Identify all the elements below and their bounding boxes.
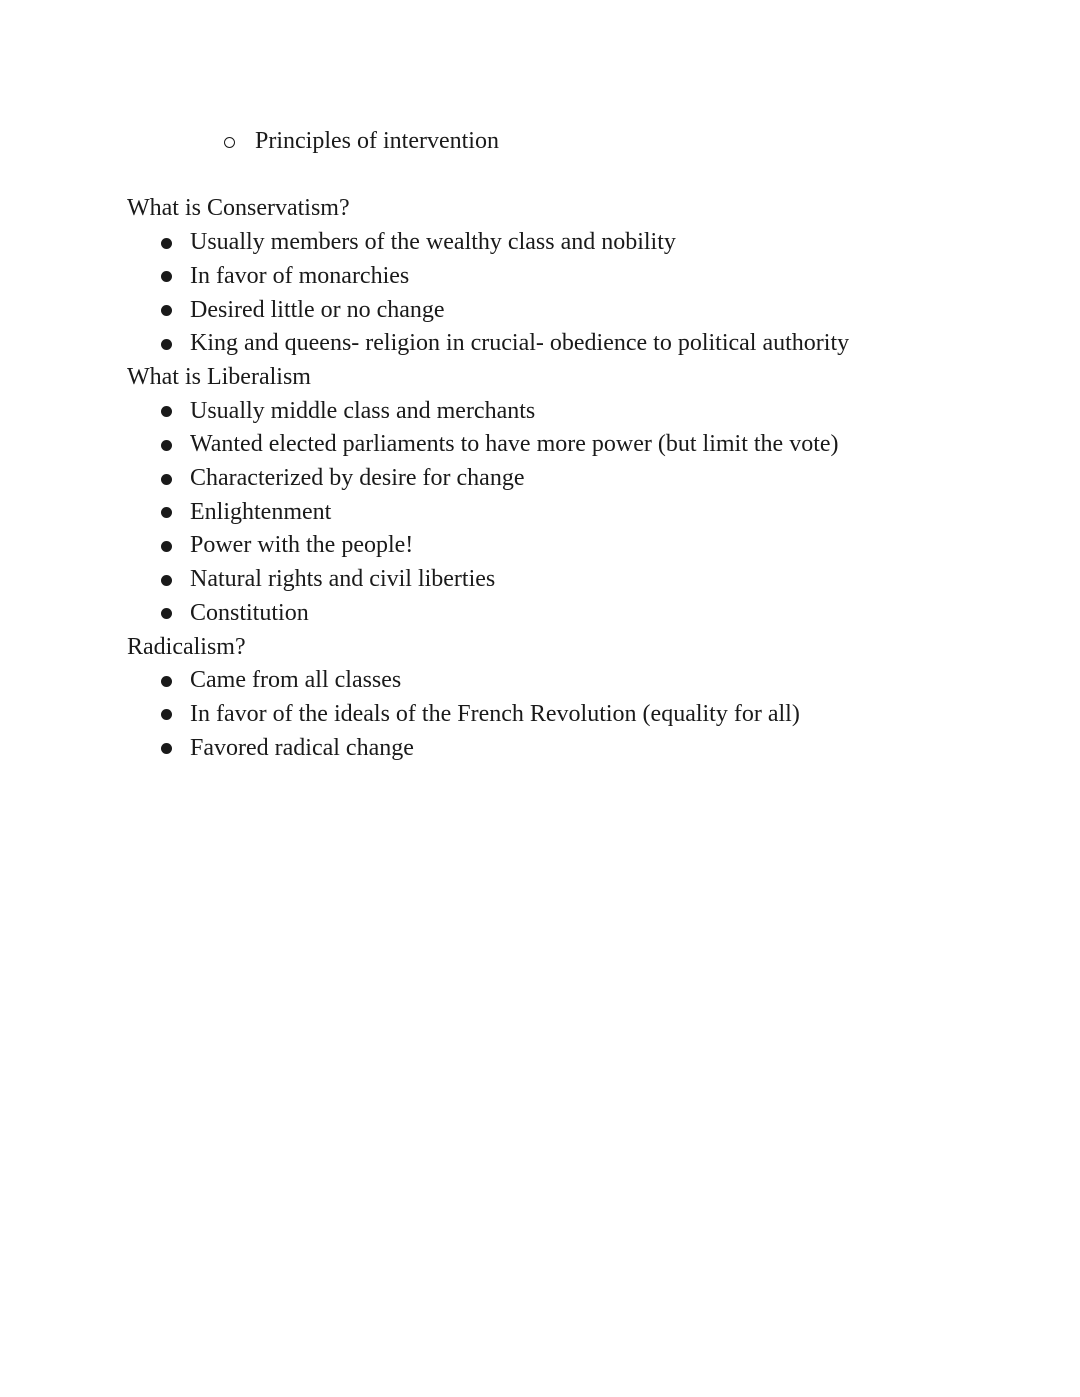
document-content: [127, 125, 953, 765]
filled-circle-bullet-icon: [161, 440, 172, 451]
filled-circle-bullet-icon: [161, 305, 172, 316]
filled-circle-bullet-icon: [161, 474, 172, 485]
filled-circle-bullet-icon: [161, 709, 172, 720]
list-item: [127, 597, 953, 631]
list-item-text: Wanted elected parliaments to have more power (but limit the vote): [190, 431, 839, 458]
list-item: [127, 462, 953, 496]
list-item: [127, 260, 953, 294]
list-item-text: Power with the people!: [190, 532, 414, 559]
filled-circle-bullet-icon: [161, 238, 172, 249]
list-item: [127, 226, 953, 260]
list-item-text: Usually middle class and merchants: [190, 397, 536, 424]
list-item-text: In favor of the ideals of the French Revolution (equality for all): [190, 700, 800, 727]
filled-circle-bullet-icon: [161, 406, 172, 417]
filled-circle-bullet-icon: [161, 271, 172, 282]
list-item: [127, 428, 953, 462]
filled-circle-bullet-icon: [161, 743, 172, 754]
filled-circle-bullet-icon: [161, 507, 172, 518]
list-item: [127, 327, 953, 361]
section-heading: What is Conservatism?: [127, 195, 350, 222]
list-item-text: Natural rights and civil liberties: [190, 566, 496, 593]
filled-circle-bullet-icon: [161, 575, 172, 586]
list-item-text: King and queens- religion in crucial- obedience to political authority: [190, 330, 850, 357]
section-heading: Radicalism?: [127, 633, 246, 660]
filled-circle-bullet-icon: [161, 339, 172, 350]
list-item: [127, 496, 953, 530]
list-item-text: Favored radical change: [190, 734, 414, 761]
list-item-text: Constitution: [190, 599, 309, 626]
filled-circle-bullet-icon: [161, 676, 172, 687]
list-item-text: Came from all classes: [190, 667, 402, 694]
list-item-text: Usually members of the wealthy class and nobility: [190, 229, 676, 256]
list-item: [127, 395, 953, 429]
list-item: [127, 698, 953, 732]
list-item-text: Principles of intervention: [255, 128, 499, 154]
list-item-text: Characterized by desire for change: [190, 465, 525, 492]
list-item: [127, 563, 953, 597]
list-item-text: Desired little or no change: [190, 296, 445, 323]
filled-circle-bullet-icon: [161, 541, 172, 552]
list-item-text: Enlightenment: [190, 498, 332, 525]
list-item-text: In favor of monarchies: [190, 262, 410, 289]
list-item: [127, 529, 953, 563]
list-item: [127, 294, 953, 328]
section-heading: What is Liberalism: [127, 363, 311, 390]
list-item: [127, 732, 953, 766]
list-item: [127, 664, 953, 698]
blank-line: [127, 159, 953, 193]
filled-circle-bullet-icon: [161, 608, 172, 619]
list-item: [127, 125, 953, 159]
hollow-circle-bullet-icon: [224, 137, 235, 148]
